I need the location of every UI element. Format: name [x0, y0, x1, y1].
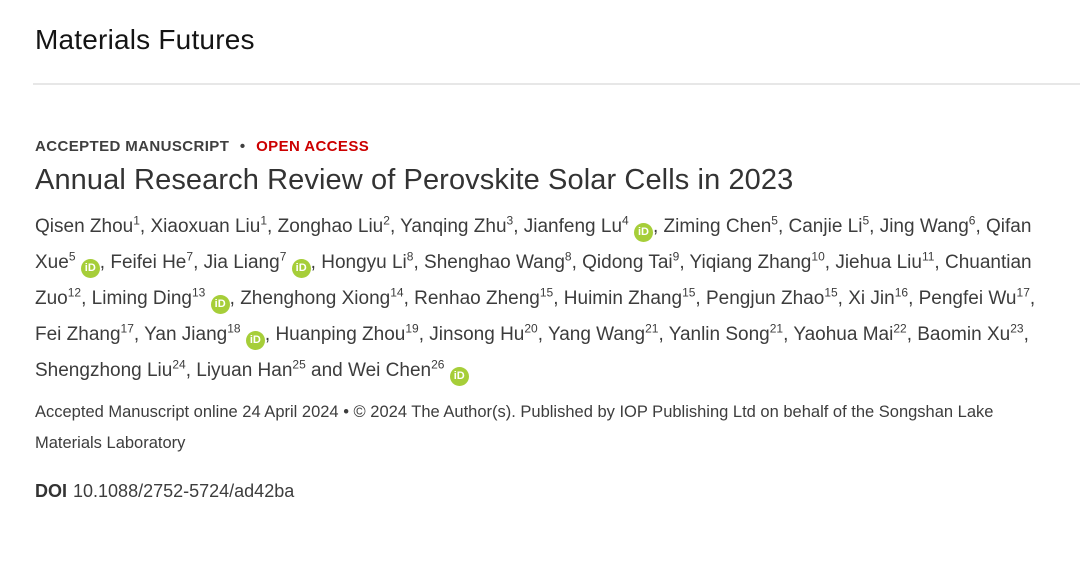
author-name[interactable]: Pengjun Zhao$^{15}$ — [705, 285, 838, 309]
author-name[interactable]: Wei Chen$^{26}$ — [348, 357, 445, 381]
author-name[interactable]: Yanqing Zhu$^3$ — [400, 213, 514, 237]
author-name[interactable]: Xiaoxuan Liu$^1$ — [150, 213, 268, 237]
author-name[interactable]: Zonghao Liu$^2$ — [277, 213, 390, 237]
author-affiliation-number: 15 — [682, 285, 696, 300]
author-name[interactable]: Pengfei Wu$^{17}$ — [918, 285, 1030, 309]
orcid-icon[interactable]: iD — [292, 259, 311, 278]
orcid-icon[interactable]: iD — [450, 367, 469, 386]
journal-title[interactable]: Materials Futures — [35, 24, 255, 55]
manuscript-status-label: ACCEPTED MANUSCRIPT — [35, 138, 230, 155]
doi-row — [35, 481, 1045, 502]
author-name[interactable]: Jinsong Hu$^{20}$ — [429, 321, 538, 345]
author-name[interactable]: Jing Wang$^6$ — [879, 213, 976, 237]
author-affiliation-number: 7 — [186, 249, 194, 264]
author-affiliation-number: 4 — [622, 213, 629, 228]
author-affiliation-number: 1 — [260, 213, 268, 228]
author-affiliation-number: 8 — [406, 249, 414, 264]
author-affiliation-number: 13 — [192, 285, 206, 300]
author-name[interactable]: Qidong Tai$^9$ — [582, 249, 680, 273]
author-affiliation-number: 26 — [431, 357, 445, 372]
author-name[interactable]: Canjie Li$^5$ — [788, 213, 870, 237]
publication-info: Accepted Manuscript online 24 April 2024 • © 2024 The Author(s). Published by IOP Publishing Ltd on behalf of the Songshan Lake Materials Laboratory — [35, 403, 994, 452]
orcid-icon[interactable]: iD — [211, 295, 230, 314]
author-name[interactable]: Shenghao Wang$^8$ — [424, 249, 572, 273]
orcid-icon[interactable]: iD — [246, 331, 265, 350]
author-affiliation-number: 18 — [227, 321, 241, 336]
author-affiliation-number: 21 — [769, 321, 784, 336]
author-name[interactable]: Yanlin Song$^{21}$ — [668, 321, 784, 345]
article-title: Annual Research Review of Perovskite Solar Cells in 2023 — [35, 164, 794, 196]
author-affiliation-number: 15 — [824, 285, 838, 300]
author-name[interactable]: Yan Jiang$^{18}$ — [144, 321, 241, 345]
author-affiliation-number: 17 — [1016, 285, 1030, 300]
author-name[interactable]: Yaohua Mai$^{22}$ — [793, 321, 907, 345]
author-name[interactable]: Liming Ding$^{13}$ — [91, 285, 206, 309]
author-name[interactable]: Huanping Zhou$^{19}$ — [275, 321, 419, 345]
author-name[interactable]: Ziming Chen$^5$ — [663, 213, 778, 237]
author-affiliation-number: 1 — [133, 213, 140, 228]
author-name[interactable]: Renhao Zheng$^{15}$ — [414, 285, 554, 309]
doi-label: DOI — [35, 481, 68, 501]
author-name[interactable]: Chuantian Zuo$^{12}$ — [35, 252, 1032, 309]
author-affiliation-number: 19 — [405, 321, 419, 336]
author-name[interactable]: Fei Zhang$^{17}$ — [35, 321, 134, 345]
author-affiliation-number: 9 — [672, 249, 680, 264]
author-affiliation-number: 3 — [506, 213, 514, 228]
author-affiliation-number: 6 — [968, 213, 976, 228]
author-affiliation-number: 5 — [771, 213, 778, 228]
author-affiliation-number: 20 — [524, 321, 538, 336]
author-name[interactable]: Feifei He$^7$ — [110, 249, 194, 273]
author-name[interactable]: Jiehua Liu$^{11}$ — [835, 249, 935, 273]
author-name[interactable]: Jianfeng Lu$^4$ — [523, 213, 629, 237]
author-affiliation-number: 10 — [811, 249, 825, 264]
separator-dot: • — [239, 138, 246, 155]
author-affiliation-number: 14 — [390, 285, 404, 300]
author-list: Qisen Zhou$^1$, Xiaoxuan Liu$^1$, Zonghao Liu$^2$, Yanqing Zhu$^3$, Jianfeng Lu$^4$ iD , Ziming Chen$^5$, Canjie Li$^5$, Jing Wang$^6$, Qifan Xue$^5$ iD , Feifei He$^7$, Jia Liang$^7$ iD , Hongyu Li$^8$, Shenghao Wang$^8$, Qidong Tai$^9$, Yiqiang Zhang$^{10}$, Jiehua Liu$^{11}$, Chuantian Zuo$^{12}$, Liming Ding$^{13}$ iD , Zhenghong Xiong$^{14}$, Renhao Zheng$^{15}$, Huimin Zhang$^{15}$, Pengjun Zhao$^{15}$, Xi Jin$^{16}$, Pengfei Wu$^{17}$, Fei Zhang$^{17}$, Yan Jiang$^{18}$ iD , Huanping Zhou$^{19}$, Jinsong Hu$^{20}$, Yang Wang$^{21}$, Yanlin Song$^{21}$, Yaohua Mai$^{22}$, Baomin Xu$^{23}$, Shengzhong Liu$^{24}$, Liyuan Han$^{25}$ and Wei Chen$^{26}$ iD — [35, 209, 1045, 389]
author-name[interactable]: Xi Jin$^{16}$ — [848, 285, 909, 309]
author-name[interactable]: Shengzhong Liu$^{24}$ — [35, 357, 186, 381]
author-affiliation-number: 16 — [894, 285, 909, 300]
author-affiliation-number: 17 — [120, 321, 134, 336]
author-name[interactable]: Huimin Zhang$^{15}$ — [563, 285, 696, 309]
doi-value: 10.1088/2752-5724/ad42ba — [73, 481, 295, 501]
author-name[interactable]: Baomin Xu$^{23}$ — [917, 321, 1024, 345]
author-affiliation-number: 21 — [645, 321, 659, 336]
article-status-row — [35, 138, 1045, 155]
author-affiliation-number: 5 — [68, 249, 76, 264]
author-affiliation-number: 15 — [539, 285, 554, 300]
author-affiliation-number: 24 — [172, 357, 186, 372]
author-name[interactable]: Jia Liang$^7$ — [203, 249, 287, 273]
open-access-label: OPEN ACCESS — [256, 138, 370, 155]
author-affiliation-number: 5 — [862, 213, 870, 228]
author-affiliation-number: 11 — [921, 249, 935, 264]
author-name[interactable]: Yang Wang$^{21}$ — [547, 321, 659, 345]
orcid-icon[interactable]: iD — [634, 223, 653, 242]
author-name[interactable]: Hongyu Li$^8$ — [321, 249, 414, 273]
author-name[interactable]: Qisen Zhou$^1$ — [35, 213, 140, 237]
journal-masthead — [0, 0, 1080, 56]
author-affiliation-number: 22 — [893, 321, 907, 336]
author-affiliation-number: 8 — [564, 249, 572, 264]
author-name[interactable]: Yiqiang Zhang$^{10}$ — [689, 249, 825, 273]
author-name[interactable]: Zhenghong Xiong$^{14}$ — [240, 285, 404, 309]
author-name[interactable]: Liyuan Han$^{25}$ — [196, 357, 306, 381]
author-name[interactable]: Qifan Xue$^5$ — [35, 216, 1032, 273]
author-affiliation-number: 25 — [292, 357, 306, 372]
author-affiliation-number: 12 — [67, 285, 82, 300]
author-affiliation-number: 2 — [383, 213, 390, 228]
header-divider — [33, 83, 1080, 85]
orcid-icon[interactable]: iD — [81, 259, 100, 278]
article-header — [0, 138, 1080, 502]
author-affiliation-number: 23 — [1010, 321, 1024, 336]
author-affiliation-number: 7 — [279, 249, 287, 264]
